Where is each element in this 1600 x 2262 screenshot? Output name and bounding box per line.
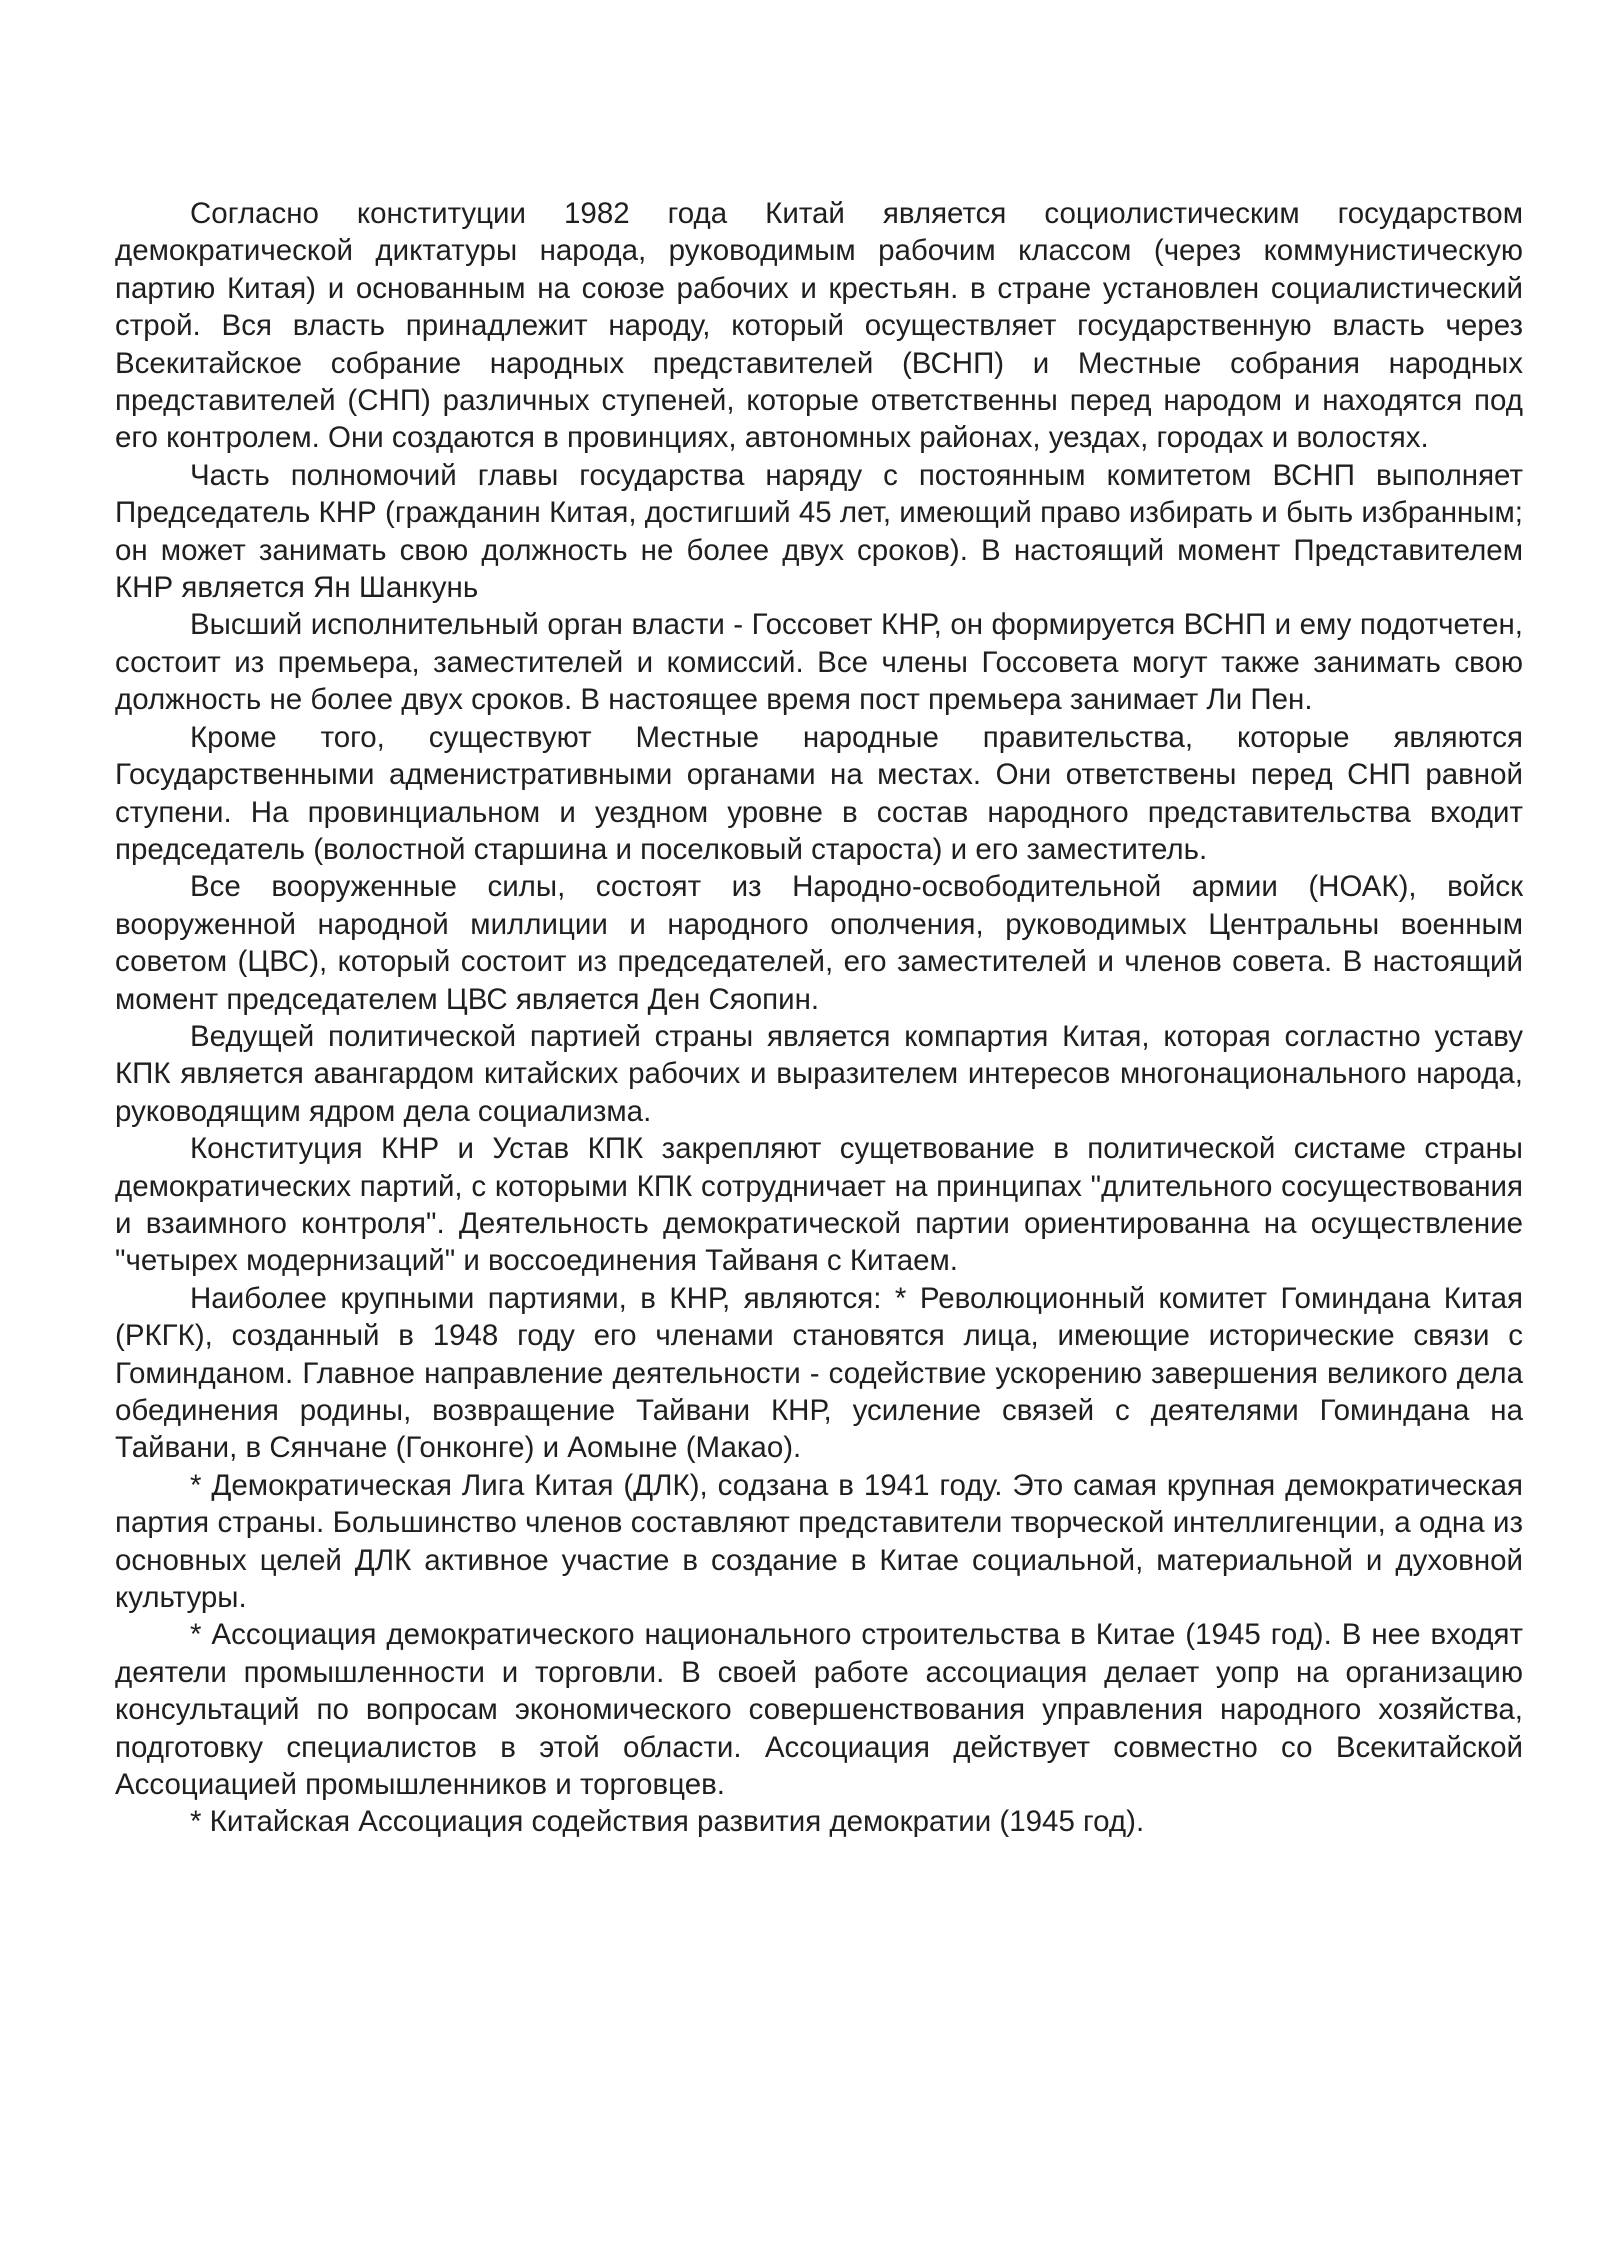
paragraph-democracy-association: * Китайская Ассоциация содействия развития демократии (1945 год). xyxy=(190,1805,1145,1839)
paragraph-state-council: Высший исполнительный орган власти - Госсовет КНР, он формируется ВСНП и ему подотчетен, состоит из премьера, заместителей и комиссий. Все члены Госсовета могут также занимать свою должность не более двух сроков. В настоящее время пост премьера занимает Ли Пен. xyxy=(115,608,1523,717)
paragraph-armed-forces: Все вооруженные силы, состоят из Народно-освободительной армии (НОАК), войск вооруженной народной миллиции и народного ополчения, руководимых Центральны военным советом (ЦВС), который состоит из председателей, его заместителей и членов совета. В настоящий момент председателем ЦВС является Ден Сяопин. xyxy=(115,870,1523,1016)
paragraph-chairman: Часть полномочий главы государства наряду с постоянным комитетом ВСНП выполняет Председатель КНР (гражданин Китая, достигший 45 лет, имеющий право избирать и быть избранным; он может занимать свою должность не более двух сроков). В настоящий момент Представителем КНР является Ян Шанкунь xyxy=(115,458,1523,605)
paragraph-dlk: * Демократическая Лига Китая (ДЛК), содзана в 1941 году. Это самая крупная демократическая партия страны. Большинство членов составляют представители творческой интеллигенции, а одна из основных целей ДЛК активное участие в создание в Китае социальной, материальной и духовной культуры. xyxy=(115,1468,1523,1615)
paragraph-rkgk: Наиболее крупными партиями, в КНР, являются: * Революционный комитет Гоминдана Китая (РКГК), созданный в 1948 году его членами становятся лица, имеющие исторические связи с Гоминданом. Главное направление деятельности - содействие ускорению завершения великого дела обединения родины, возвращение Тайвани КНР, усиление связей с деятелями Гоминдана на Тайвани, в Сянчане (Гонконге) и Аомыне (Макао). xyxy=(115,1281,1523,1465)
paragraph-local-governments: Кроме того, существуют Местные народные правительства, которые являются Государственными адменистративными органами на местах. Они ответствены перед СНП равной ступени. На провинциальном и уездном уровне в состав народного представительства входит председатель (волостной старшина и поселковый староста) и его заместитель. xyxy=(115,720,1523,866)
paragraph-construction-association: * Ассоциация демократического национального строительства в Китае (1945 год). В нее входят деятели промышленности и торговли. В своей работе ассоциация делает уопр на организацию консультаций по вопросам экономического совершенствования управления народного хозяйства, подготовку специалистов в этой области. Ассоциация действует совместно со Всекитайской Ассоциацией промышленников и торговцев. xyxy=(115,1618,1523,1802)
paragraph-communist-party: Ведущей политической партией страны является компартия Китая, которая согластно уставу КПК является авангардом китайских рабочих и выразителем интересов многонационального народа, руководящим ядром дела социализма. xyxy=(115,1019,1523,1128)
document-body xyxy=(115,195,1523,1841)
paragraph-constitution: Согласно конституции 1982 года Китай является социолистическим государством демократической диктатуры народа, руководимым рабочим классом (через коммунистическую партию Китая) и основанным на союзе рабочих и крестьян. в стране установлен социалистический строй. Вся власть принадлежит народу, который осуществляет государственную власть через Всекитайское собрание народных представителей (ВСНП) и Местные собрания народных представителей (СНП) различных ступеней, которые ответственны перед народом и находятся под его контролем. Они создаются в провинциях, автономных районах, уездах, городах и волостях. xyxy=(115,197,1523,455)
paragraph-democratic-parties: Конституция КНР и Устав КПК закрепляют сущетвование в политической систаме страны демократических партий, с которыми КПК сотрудничает на принципах "длительного сосуществования и взаимного контроля". Деятельность демократической партии ориентированна на осуществление "четырех модернизаций" и воссоединения Тайваня с Китаем. xyxy=(115,1132,1523,1278)
